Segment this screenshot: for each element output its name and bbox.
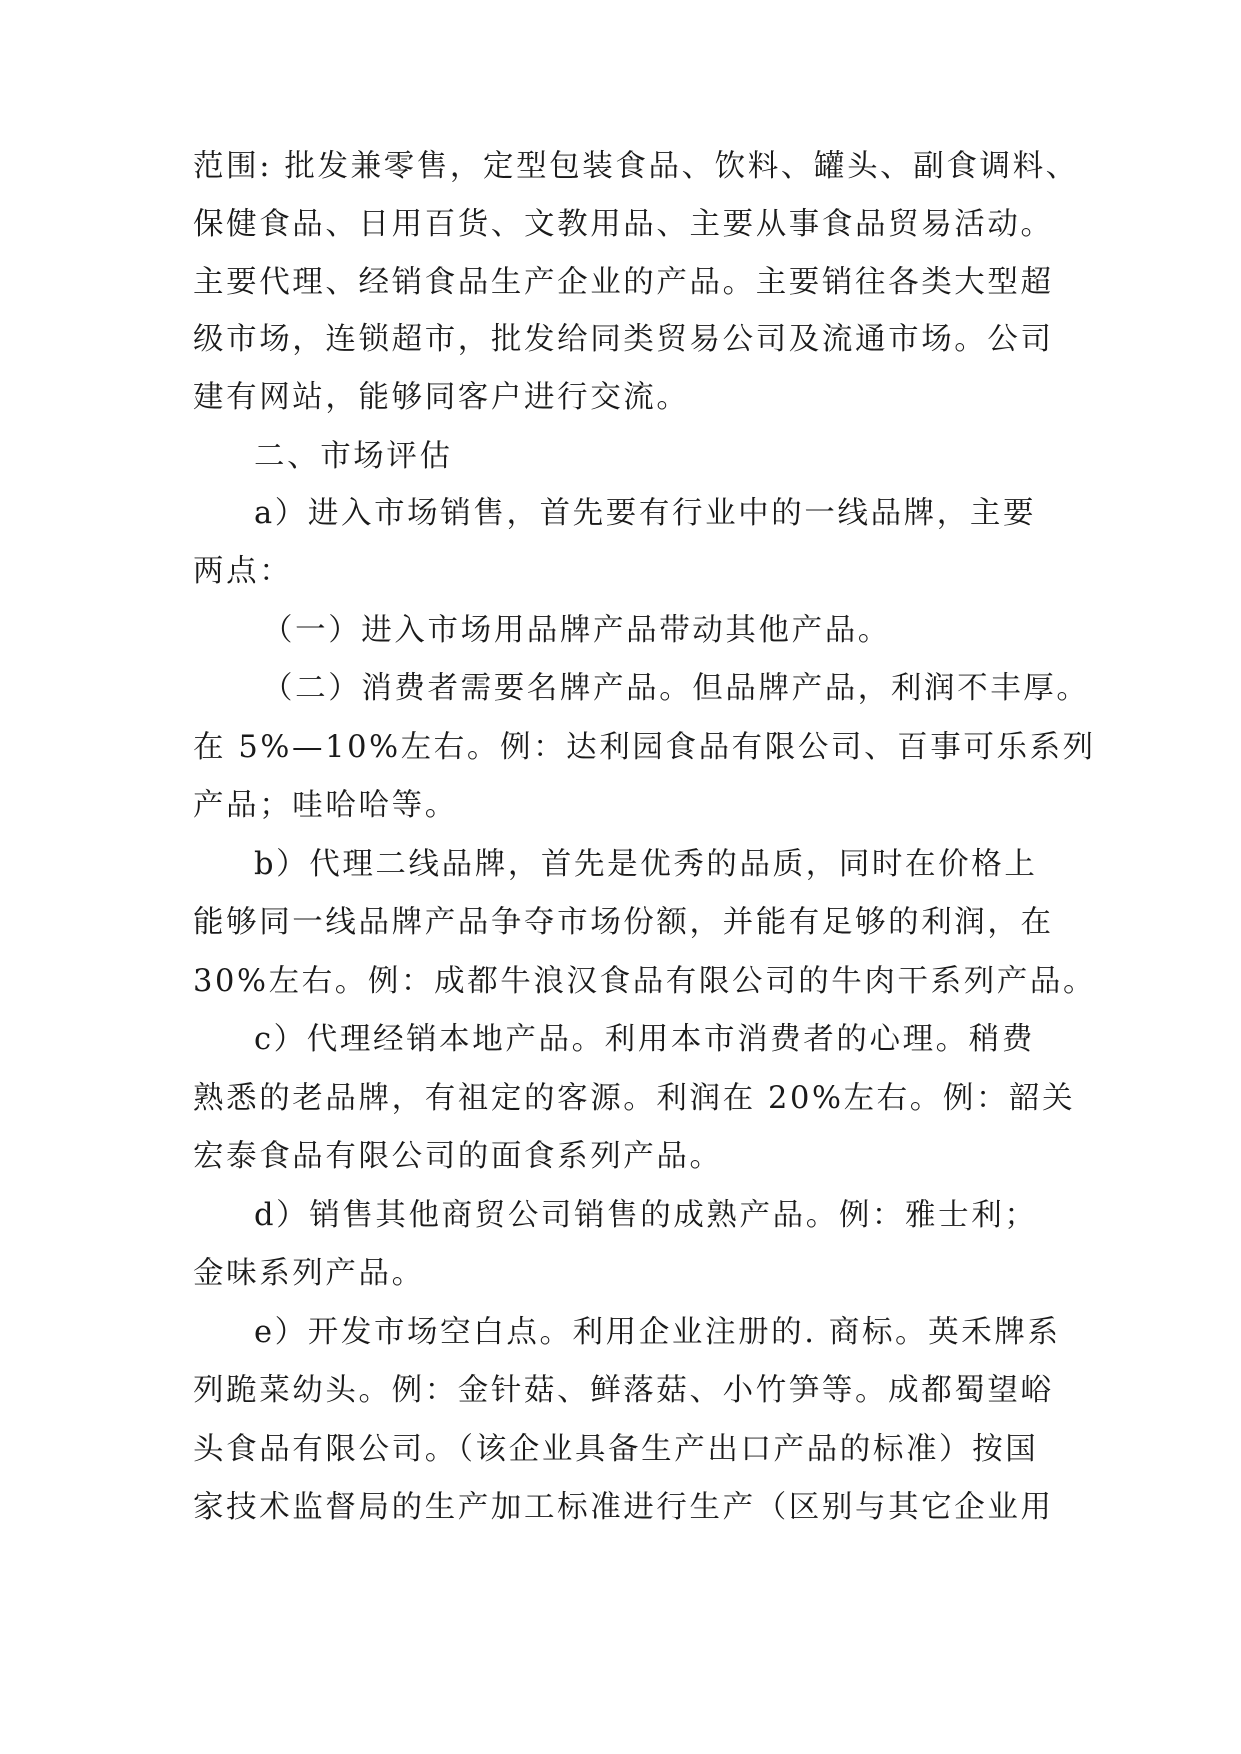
body-text-line: 熟悉的老品牌，有祖定的客源。利润在 20%左右。例：韶关 <box>193 1081 1076 1116</box>
body-text-line: 头食品有限公司。（该企业具备生产出口产品的标准）按国 <box>193 1432 1039 1467</box>
body-text-line: 30%左右。例：成都牛浪汉食品有限公司的牛肉干系列产品。 <box>193 964 1097 999</box>
list-item: （一）进入市场用品牌产品带动其他产品。 <box>262 613 891 648</box>
body-text-line: 产品；哇哈哈等。 <box>193 788 458 823</box>
body-text-line: c）代理经销本地产品。利用本市消费者的心理。稍费 <box>254 1022 1035 1057</box>
body-text-line: 级市场，连锁超市，批发给同类贸易公司及流通市场。公司 <box>193 322 1054 357</box>
body-text-line: 保健食品、日用百货、文教用品、主要从事食品贸易活动。 <box>193 207 1054 242</box>
section-heading: 二、市场评估 <box>254 439 453 474</box>
list-item: （二）消费者需要名牌产品。但品牌产品，利润不丰厚。 <box>262 671 1090 706</box>
body-text-line: 两点： <box>193 554 293 589</box>
body-text-line: b）代理二线品牌，首先是优秀的品质，同时在价格上 <box>254 847 1038 882</box>
body-text-line: 主要代理、经销食品生产企业的产品。主要销往各类大型超 <box>193 265 1054 300</box>
body-text-line: 家技术监督局的生产加工标准进行生产（区别与其它企业用 <box>193 1490 1054 1525</box>
body-text-line: d）销售其他商贸公司销售的成熟产品。例：雅士利； <box>254 1198 1038 1233</box>
body-text-line: 金味系列产品。 <box>193 1256 425 1291</box>
body-text-line: 范围: 批发兼零售，定型包装食品、饮料、罐头、副食调料、 <box>193 149 1079 184</box>
body-text-line: 列跪菜幼头。例：金针菇、鲜落菇、小竹笋等。成都蜀望峪 <box>193 1373 1054 1408</box>
body-text-line: 宏泰食品有限公司的面食系列产品。 <box>193 1139 723 1174</box>
body-text-line: 建有网站，能够同客户进行交流。 <box>193 380 690 415</box>
body-text-line: a）进入市场销售，首先要有行业中的一线品牌，主要 <box>254 496 1037 531</box>
body-text-line: e）开发市场空白点。利用企业注册的. 商标。英禾牌系 <box>254 1315 1061 1350</box>
body-text-line: 能够同一线品牌产品争夺市场份额，并能有足够的利润，在 <box>193 905 1054 940</box>
body-text-line: 在 5%—10%左右。例：达利园食品有限公司、百事可乐系列 <box>193 730 1096 765</box>
